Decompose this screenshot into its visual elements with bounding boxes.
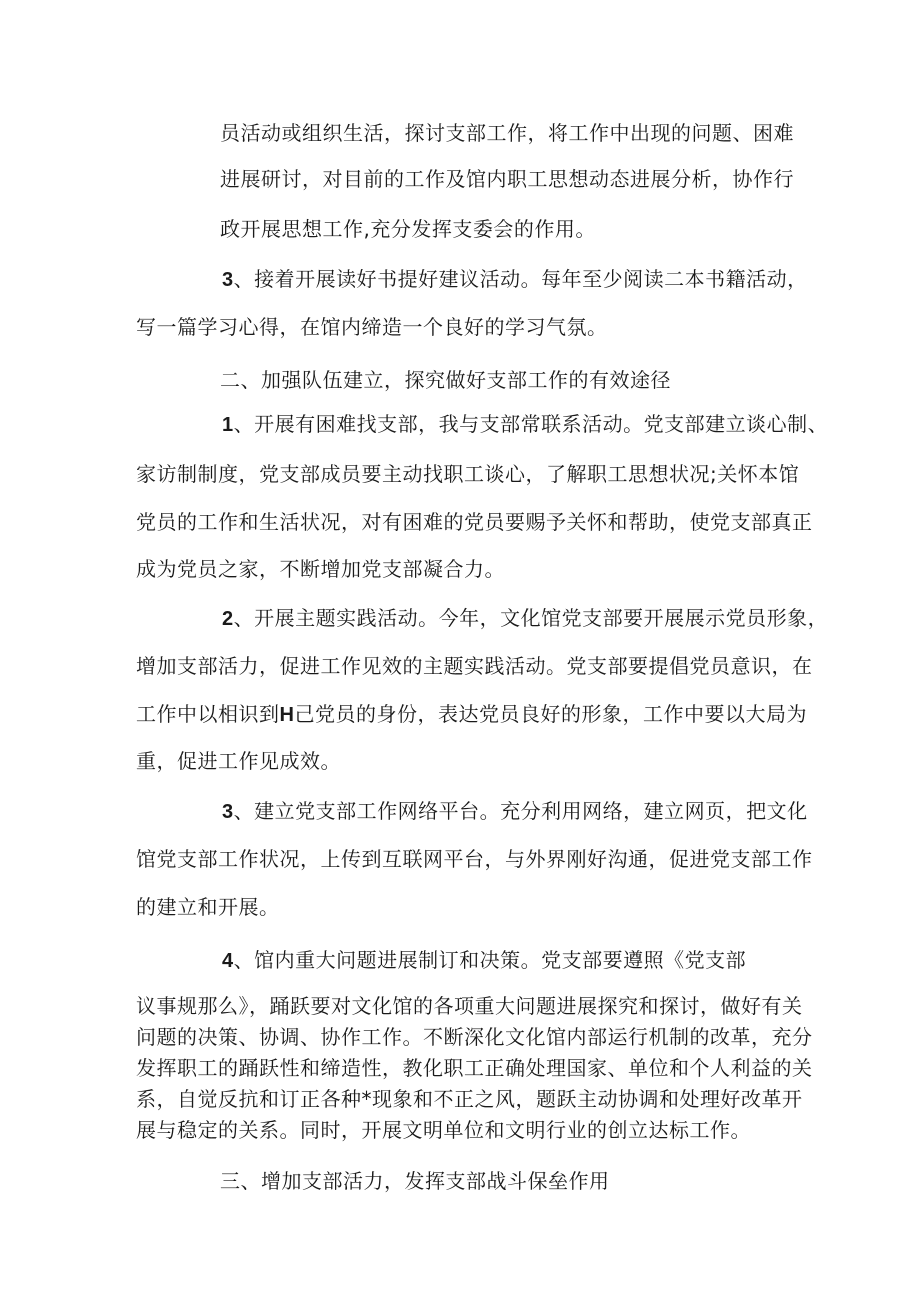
list-item-text: 、接着开展读好书提好建议活动。每年至少阅读二本书籍活动， <box>233 267 808 291</box>
body-text-line: 写一篇学习心得，在馆内缔造一个良好的学习气氛。 <box>136 315 608 339</box>
section-heading: 二、加强队伍建立，探究做好支部工作的有效途径 <box>220 368 671 392</box>
body-text-line: 家访制制度，党支部成员要主动找职工谈心，了解职工思想状况;关怀本馆 <box>136 462 800 486</box>
body-text-line: 议事规那么》，踊跃要对文化馆的各项重大问题进展探究和探讨，做好有关 <box>136 994 803 1018</box>
list-item-text-line <box>222 797 808 826</box>
body-text-line: 系，自觉反抗和订正各种*现象和不正之风，题跃主动协调和处理好改革开 <box>136 1087 803 1111</box>
list-item-number: 3 <box>222 269 234 291</box>
body-text-line: 党员的工作和生活状况，对有困难的党员要赐予关怀和帮助，使党支部真正 <box>136 510 813 534</box>
body-text-line: 馆党支部工作状况，上传到互联网平台，与外界刚好沟通，促进党支部工作 <box>136 847 813 871</box>
list-item-number: 3 <box>222 801 234 823</box>
body-text-line: 员活动或组织生活，探讨支部工作，将工作中出现的问题、困难 <box>220 121 794 145</box>
text-fragment: 工作中以相识到 <box>136 702 280 726</box>
section-heading: 三、增加支部活力，发挥支部战斗保垒作用 <box>220 1169 610 1193</box>
list-item-text: 、建立党支部工作网络平台。充分利用网络，建立网页，把文化 <box>233 799 808 823</box>
body-text-line: 发挥职工的踊跃性和缔造性，教化职工正确处理国家、单位和个人利益的关 <box>136 1056 813 1080</box>
list-item-text: 、开展有困难找支部，我与支部常联系活动。党支部建立谈心制、 <box>233 412 829 436</box>
body-text-line: 政开展思想工作,充分发挥支委会的作用。 <box>220 217 596 241</box>
body-text-line: 展与稳定的关系。同时，开展文明单位和文明行业的创立达标工作。 <box>136 1118 751 1142</box>
list-item-number: 4 <box>222 950 234 972</box>
list-item-text: 、馆内重大问题进展制订和决策。党支部要遵照《党支部 <box>233 948 747 972</box>
list-item-number: 2 <box>222 608 234 630</box>
list-item-text-line <box>222 604 828 633</box>
inline-glyph: H <box>279 704 295 726</box>
body-text-line: 问题的决策、协调、协作工作。不断深化文化馆内部运行机制的改革，充分 <box>136 1025 813 1049</box>
body-text-line: 的建立和开展。 <box>136 895 280 919</box>
body-text-line: 增加支部活力，促进工作见效的主题实践活动。党支部要提倡党员意识，在 <box>136 654 813 678</box>
text-fragment: 己党员的身份，表达党员良好的形象，工作中要以大局为 <box>294 702 807 726</box>
body-text-line: 进展研讨，对目前的工作及馆内职工思想动态进展分析，协作行 <box>220 167 794 191</box>
list-item-text-line <box>222 946 746 975</box>
body-text-line: 重，促进工作见成效。 <box>136 749 341 773</box>
list-item-text: 、开展主题实践活动。今年，文化馆党支部要开展展示党员形象， <box>233 606 829 630</box>
list-item-text-line <box>222 265 808 294</box>
list-item-text-line <box>222 410 828 439</box>
body-text-line: 成为党员之家，不断增加党支部凝合力。 <box>136 557 505 581</box>
list-item-number: 1 <box>222 414 234 436</box>
body-text-line <box>136 700 807 729</box>
